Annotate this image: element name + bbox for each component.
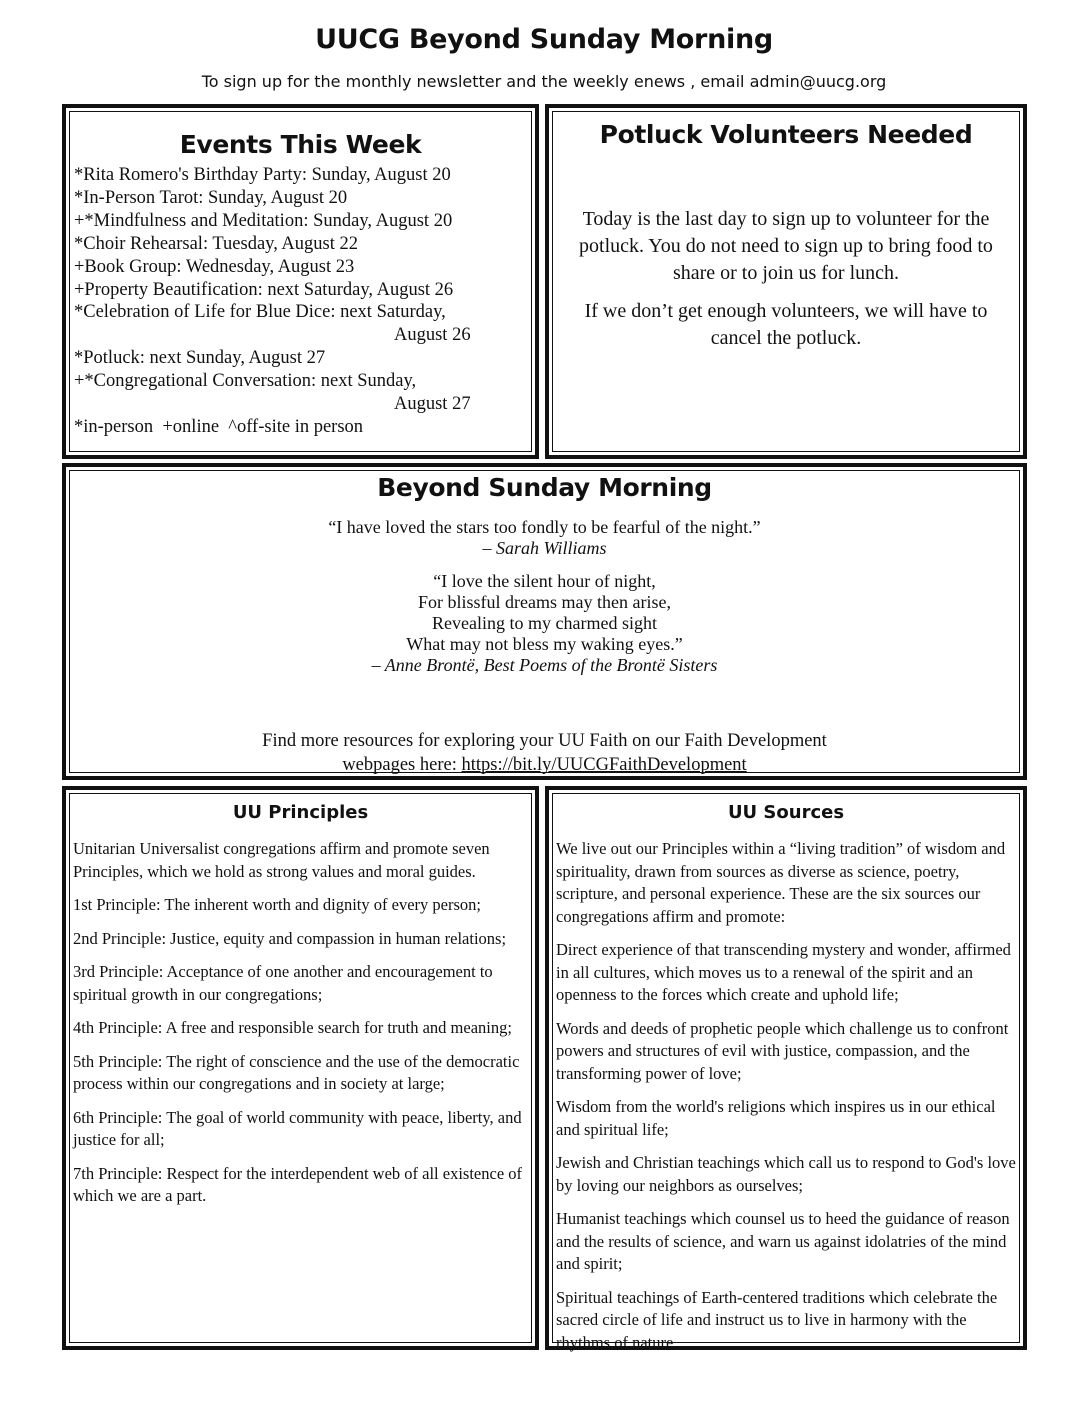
events-list <box>74 164 531 439</box>
sources-body <box>556 838 1017 1365</box>
event-item: +Property Beautification: next Saturday, August 26 <box>74 279 454 300</box>
faith-development-note <box>66 729 1023 777</box>
quote-text: “I have loved the stars too fondly to be fearful of the night.” <box>328 517 761 537</box>
quote-attribution: – Sarah Williams <box>482 538 607 558</box>
potluck-paragraph: If we don’t get enough volunteers, we will have to cancel the potluck. <box>584 300 988 349</box>
faith-development-line2 <box>66 753 1023 777</box>
principles-box <box>62 786 539 1350</box>
principle-item: 5th Principle: The right of conscience and the use of the democratic process within our congregations and in society at large; <box>73 1051 520 1093</box>
events-heading: Events This Week <box>179 130 422 159</box>
event-item: *Choir Rehearsal: Tuesday, August 22 <box>74 233 359 254</box>
principles-heading: UU Principles <box>232 802 369 823</box>
source-item: Humanist teachings which counsel us to heed the guidance of reason and the results of science, and warn us against idolatries of the mind and spirit; <box>556 1209 1010 1273</box>
event-item: +Book Group: Wednesday, August 23 <box>74 256 355 277</box>
principles-paragraph: Unitarian Universalist congregations affirm and promote seven Principles, which we hold as strong values and moral guides. <box>73 839 490 881</box>
event-item: +*Mindfulness and Meditation: Sunday, August 20 <box>74 210 453 231</box>
source-item: Jewish and Christian teachings which call us to respond to God's love by loving our neighbors as ourselves; <box>556 1153 1016 1195</box>
page-title: UUCG Beyond Sunday Morning <box>315 24 773 55</box>
principle-item: 2nd Principle: Justice, equity and compassion in human relations; <box>73 928 507 948</box>
principle-item: 7th Principle: Respect for the interdependent web of all existence of which we are a part. <box>73 1163 523 1205</box>
faith-development-link[interactable]: https://bit.ly/UUCGFaithDevelopment <box>461 755 747 775</box>
faith-development-prefix: webpages here: <box>342 755 462 775</box>
principle-item: 6th Principle: The goal of world community with peace, liberty, and justice for all; <box>73 1107 522 1149</box>
event-item: *In-Person Tarot: Sunday, August 20 <box>74 187 348 208</box>
newsletter-signup-note: To sign up for the monthly newsletter and the weekly enews , email admin@uucg.org <box>201 72 887 91</box>
event-item: *Celebration of Life for Blue Dice: next Saturday, <box>74 302 446 323</box>
principle-item: 4th Principle: A free and responsible search for truth and meaning; <box>73 1018 512 1037</box>
source-item: Wisdom from the world's religions which inspires us in our ethical and spiritual life; <box>556 1097 996 1139</box>
event-item-continuation: August 26 <box>394 325 471 346</box>
event-item: *Potluck: next Sunday, August 27 <box>74 348 326 369</box>
event-item: +*Congregational Conversation: next Sunday, <box>74 371 417 392</box>
beyond-heading: Beyond Sunday Morning <box>377 473 712 502</box>
events-box <box>62 104 539 459</box>
sources-paragraph: We live out our Principles within a “living tradition” of wisdom and spirituality, drawn from sources as diverse as science, poetry, scripture, and personal experience. These are the six sources our congregations affirm and promote: <box>556 839 1006 926</box>
beyond-sunday-box <box>62 463 1027 780</box>
quote-line: For blissful dreams may then arise, <box>418 592 671 612</box>
potluck-heading: Potluck Volunteers Needed <box>599 120 973 149</box>
sources-box <box>545 786 1027 1350</box>
event-item: *Rita Romero's Birthday Party: Sunday, August 20 <box>74 165 451 185</box>
source-item: Spiritual teachings of Earth-centered traditions which celebrate the sacred circle of life and instruct us to live in harmony with the rhythms of nature. <box>556 1287 998 1352</box>
event-item-continuation: August 27 <box>394 394 471 415</box>
principles-body <box>73 838 529 1219</box>
faith-development-text: Find more resources for exploring your UU Faith on our Faith Development <box>262 731 827 751</box>
source-item: Direct experience of that transcending mystery and wonder, affirmed in all cultures, which moves us to a renewal of the spirit and an openness to the forces which create and uphold life; <box>556 940 1011 1004</box>
quote-bronte <box>66 571 1023 676</box>
potluck-box <box>545 104 1027 459</box>
potluck-paragraph: Today is the last day to sign up to volunteer for the potluck. You do not need to sign up to bring food to share or to join us for lunch. <box>579 208 993 284</box>
quote-williams <box>66 517 1023 559</box>
quote-line: “I love the silent hour of night, <box>433 571 656 591</box>
quote-line: Revealing to my charmed sight <box>432 613 657 633</box>
principle-item: 3rd Principle: Acceptance of one another and encouragement to spiritual growth in our congregations; <box>73 962 493 1004</box>
quote-line: What may not bless my waking eyes.” <box>406 634 683 654</box>
sources-heading: UU Sources <box>727 802 845 823</box>
quote-attribution: – Anne Brontë, Best Poems of the Brontë Sisters <box>371 655 718 675</box>
events-legend: *in-person +online ^off-site in person <box>74 416 364 437</box>
principle-item: 1st Principle: The inherent worth and dignity of every person; <box>73 895 481 914</box>
source-item: Words and deeds of prophetic people which challenge us to confront powers and structures of evil with justice, compassion, and the transforming power of love; <box>556 1018 1009 1083</box>
